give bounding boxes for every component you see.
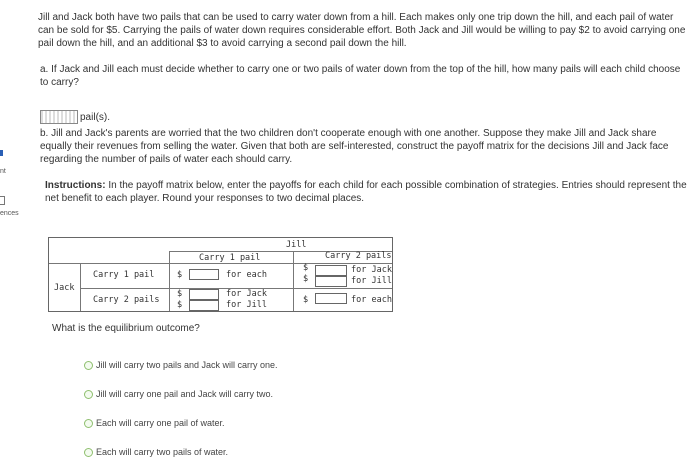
row-player-label: Jack xyxy=(54,283,75,293)
radio-button[interactable] xyxy=(84,390,93,399)
cell-note: for Jack xyxy=(226,289,267,299)
cell-note: for each xyxy=(351,295,392,305)
divider xyxy=(80,263,81,311)
question-part-b: b. Jill and Jack's parents are worried that the two children don't cooperate enough with one another. Suppose they make Jill and Jack share equally their revenues from selling the water. Given that both are self-interested, construct the payoff matrix for the decisions Jill and Jack face regarding the number of pails of water each should carry. xyxy=(40,128,669,165)
choice-option-2[interactable] xyxy=(84,389,273,399)
sidebar-marker xyxy=(0,150,3,156)
sidebar-box-icon xyxy=(0,196,5,205)
cell-note: for Jill xyxy=(226,300,267,310)
payoff-input-r2c1-jill[interactable] xyxy=(189,300,219,311)
choice-option-1[interactable] xyxy=(84,360,278,370)
payoff-input-r2c2[interactable] xyxy=(315,293,347,304)
row-strategy-1: Carry 1 pail xyxy=(93,270,155,280)
col-strategy-2: Carry 2 pails xyxy=(325,251,392,261)
cell-note: for Jill xyxy=(351,276,392,286)
divider xyxy=(169,251,170,311)
payoff-input-r1c2-jill[interactable] xyxy=(315,276,347,287)
dollar-sign: $ xyxy=(177,289,183,299)
col-strategy-1: Carry 1 pail xyxy=(199,253,261,263)
choice-option-3[interactable] xyxy=(84,418,225,428)
question-part-a: a. If Jack and Jill each must decide whether to carry one or two pails of water down from the top of the hill, how many pails will each child choose to carry? xyxy=(40,64,681,88)
dollar-sign: $ xyxy=(303,295,309,305)
dollar-sign: $ xyxy=(303,274,309,284)
choice-label: Jill will carry two pails and Jack will carry one. xyxy=(96,360,278,370)
cell-note: for Jack xyxy=(351,265,392,275)
choice-label: Jill will carry one pail and Jack will carry two. xyxy=(96,389,274,399)
choice-label: Each will carry one pail of water. xyxy=(96,418,225,428)
payoff-matrix xyxy=(48,237,393,312)
row-strategy-2: Carry 2 pails xyxy=(93,295,160,305)
answer-unit: pail(s). xyxy=(80,111,111,123)
equilibrium-question: What is the equilibrium outcome? xyxy=(52,323,200,334)
question-intro: Jill and Jack both have two pails that can be used to carry water down from a hill. Each makes only one trip down the hill, and each pail of water can be sold for $5. Carrying the pails of water down requires considerable effort. Both Jack and Jill would be willing to pay $2 to avoid carrying one pail down the hill, and an additional $3 to avoid carrying a second pail down the hill. xyxy=(38,12,686,49)
payoff-input-r2c1-jack[interactable] xyxy=(189,289,219,300)
left-sidebar-edge xyxy=(0,0,19,463)
col-player-label: Jill xyxy=(286,240,307,250)
sidebar-tab-label[interactable]: ences xyxy=(0,210,19,217)
divider xyxy=(49,263,392,264)
choice-option-4[interactable] xyxy=(84,447,228,457)
cell-note: for each xyxy=(226,270,267,280)
dollar-sign: $ xyxy=(177,270,183,280)
divider xyxy=(293,251,294,311)
sidebar-tab-label[interactable]: nt xyxy=(0,168,6,175)
instructions xyxy=(45,179,690,205)
dollar-sign: $ xyxy=(303,263,309,273)
radio-button[interactable] xyxy=(84,361,93,370)
payoff-input-r1c1[interactable] xyxy=(189,269,219,280)
radio-button[interactable] xyxy=(84,419,93,428)
radio-button[interactable] xyxy=(84,448,93,457)
pails-answer-dropdown[interactable] xyxy=(40,110,78,124)
part-a-answer-row xyxy=(40,110,110,124)
instructions-text: In the payoff matrix below, enter the payoffs for each child for each possible combination of strategies. Entries should represent the net benefit to each player. Round your responses to two decimal places. xyxy=(45,180,687,204)
payoff-input-r1c2-jack[interactable] xyxy=(315,265,347,276)
instructions-label: Instructions: xyxy=(45,180,106,191)
dollar-sign: $ xyxy=(177,300,183,310)
choice-label: Each will carry two pails of water. xyxy=(96,447,229,457)
